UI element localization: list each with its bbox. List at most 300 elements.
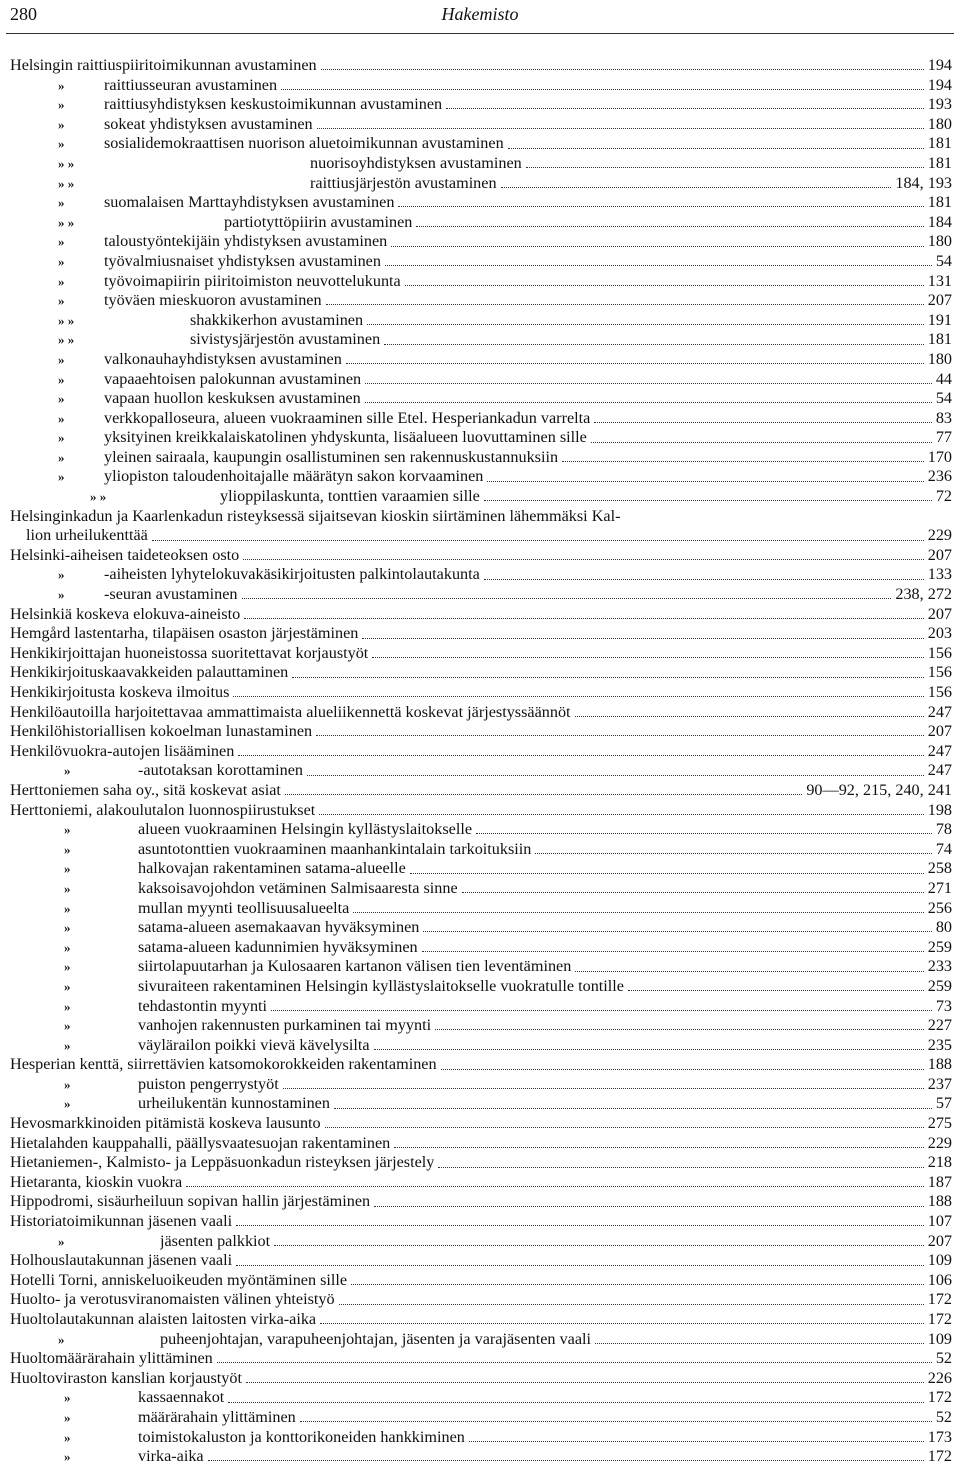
index-entry [10,409,952,429]
page-ref: 259 [927,937,952,956]
ditto-mark: » [58,97,65,113]
page-ref: 106 [927,1270,952,1289]
leader-dots [281,89,924,90]
entry-text: shakkikerhon avustaminen [190,310,364,329]
leader-dots [476,833,932,834]
leader-dots [423,931,931,932]
entry-text: Huoltolautakunnan alaisten laitosten virka-aika [10,1310,317,1328]
entry-text: jäsenten palkkiot [160,1231,271,1250]
entry-text: verkkopalloseura, alueen vuokraaminen sille Etel. Hesperiankadun varrelta [104,408,591,427]
entry-text: mullan myynti teollisuusalueelta [138,898,350,917]
entry-text: Hevosmarkkinoiden pitämistä koskeva lausunto [10,1114,321,1133]
index-entry [10,56,952,76]
ditto-mark: » [58,77,65,93]
leader-dots [384,344,924,345]
entry-text: Henkilövuokra-autojen lisääminen [10,741,235,760]
leader-dots [391,246,923,247]
leader-dots [526,167,924,168]
index-entry [10,487,952,507]
index-entry [10,428,952,448]
leader-dots [405,285,924,286]
entry-text: alueen vuokraaminen Helsingin kyllästyslaitokselle [138,820,473,839]
leader-dots [462,892,924,893]
leader-dots [435,1029,924,1030]
page-ref: 90—92, 215, 240, 241 [806,780,952,799]
leader-dots [410,873,924,874]
index-entry [10,781,952,801]
leader-dots [271,1010,932,1011]
page-ref: 83 [935,408,952,427]
page-ref: 173 [927,1427,952,1446]
entry-text: yksityinen kreikkalaiskatolinen yhdyskunta, lisäalueen luovuttaminen sille [104,428,587,447]
index-entry [10,801,952,821]
index-entry [10,311,952,331]
page-ref: 247 [927,702,952,721]
page-ref: 181 [927,193,952,212]
leader-dots [283,1088,924,1089]
index-entry [10,95,952,115]
ditto-mark: » [64,1449,71,1465]
index-entry [10,76,952,96]
leader-dots [326,304,924,305]
ditto-mark: » » [58,332,75,348]
page-ref: 207 [927,1231,952,1250]
entry-text: tehdastontin myynti [138,996,268,1015]
page-ref: 207 [927,604,952,623]
ditto-mark: » [64,1037,71,1053]
leader-dots [339,1304,924,1305]
entry-text: Hemgård lastentarha, tilapäisen osaston järjestäminen [10,624,359,643]
ditto-mark: » [58,253,65,269]
index-entry [10,957,952,977]
page-ref: 109 [927,1329,952,1348]
running-title: Hakemisto [441,4,519,24]
index-entry [10,997,952,1017]
entry-text: Henkilöhistoriallisen kokoelman lunastaminen [10,722,313,741]
leader-dots [325,1127,924,1128]
leader-dots [372,657,923,658]
leader-dots [441,1069,924,1070]
page-ref: 73 [935,996,952,1015]
leader-dots [246,1382,924,1383]
leader-dots [416,226,923,227]
page-ref: 229 [927,1133,952,1152]
leader-dots [316,735,924,736]
page-ref: 233 [927,957,952,976]
index-entry [10,899,952,919]
entry-text: raittiusseuran avustaminen [104,75,278,94]
ditto-mark: » [64,939,71,955]
entry-text: väylärailon poikki vievä kävelysilta [138,1035,370,1054]
index-entry [10,1271,952,1291]
page-ref: 78 [935,820,952,839]
index-entry [10,213,952,233]
leader-dots [398,206,923,207]
ditto-mark: » » [90,489,107,505]
index-entry [10,703,952,723]
leader-dots [292,677,923,678]
page-ref: 181 [927,330,952,349]
ditto-mark: » [64,978,71,994]
leader-dots [562,461,924,462]
leader-dots [238,755,923,756]
ditto-mark: » [64,822,71,838]
ditto-mark: » [64,1429,71,1445]
entry-text: sokeat yhdistyksen avustaminen [104,114,313,133]
entry-text: sivistysjärjestön avustaminen [190,330,381,349]
entry-text: vapaan huollon keskuksen avustaminen [104,389,361,408]
page-ref: 44 [935,369,952,388]
index-entry [10,1016,952,1036]
leader-dots [321,69,924,70]
ditto-mark: » [58,234,65,250]
index-entry [10,683,952,703]
page-ref: 184, 193 [895,173,952,192]
page-ref: 207 [927,291,952,310]
index-entry [10,507,952,527]
entry-text: raittiusyhdistyksen keskustoimikunnan avustaminen [104,95,443,114]
index-entry [10,1251,952,1271]
entry-text: urheilukentän kunnostaminen [138,1094,330,1113]
index-entry [10,370,952,390]
entry-text: Henkikirjoittajan huoneistossa suoritettavat korjaustyöt [10,643,369,662]
page-ref: 180 [927,349,952,368]
ditto-mark: » » [58,155,75,171]
entry-text: ylioppilaskunta, tonttien varaamien sille [220,487,480,506]
leader-dots [484,579,924,580]
page-ref: 172 [927,1388,952,1407]
ditto-mark: » [64,1018,71,1034]
ditto-mark: » [64,959,71,975]
page-ref: 131 [927,271,952,290]
leader-dots [244,618,924,619]
page-ref: 235 [927,1035,952,1054]
index-entry [10,546,952,566]
index-entry [10,272,952,292]
leader-dots [236,1225,924,1226]
entry-text: taloustyöntekijäin yhdistyksen avustaminen [104,232,388,251]
leader-dots [242,598,892,599]
page-ref: 238, 272 [895,585,952,604]
page-ref: 54 [935,251,952,270]
ditto-mark: » [58,469,65,485]
index-entry [10,938,952,958]
page-ref: 181 [927,153,952,172]
index-entry [10,918,952,938]
index-entry [10,1428,952,1448]
leader-dots [334,1108,932,1109]
leader-dots [595,1343,924,1344]
page-ref: 275 [927,1114,952,1133]
leader-dots [575,716,924,717]
leader-dots [152,540,924,541]
ditto-mark: » [64,861,71,877]
page-ref: 237 [927,1074,952,1093]
index-entry [10,1232,952,1252]
ditto-mark: » [64,1390,71,1406]
leader-dots [594,422,931,423]
index-entry [10,840,952,860]
entry-text: vanhojen rakennusten purkaminen tai myynti [138,1016,432,1035]
page-ref: 184 [927,212,952,231]
index-entry [10,722,952,742]
entry-text: työväen mieskuoron avustaminen [104,291,322,310]
entry-text: Huoltoviraston kanslian korjaustyöt [10,1368,242,1387]
page-ref: 109 [927,1251,952,1270]
page-ref: 156 [927,683,952,701]
index-entry [10,1094,952,1114]
leader-dots [217,1362,932,1363]
index-entry [10,330,952,350]
entry-text: Huoltomäärärahain ylittäminen [10,1349,213,1368]
index-entry [10,1290,952,1310]
ditto-mark: » [64,763,71,779]
ditto-mark: » [58,1331,65,1347]
index-entry [10,350,952,370]
leader-dots [351,1284,924,1285]
page-ref: 172 [927,1447,952,1466]
index-entry [10,1349,952,1369]
ditto-mark: » [64,920,71,936]
page-ref: 193 [927,95,952,114]
index-entry [10,193,952,213]
page-ref: 107 [927,1212,952,1231]
entry-text: -seuran avustaminen [104,585,238,604]
entry-text: Huolto- ja verotusviranomaisten välinen yhteistyö [10,1290,335,1309]
index-entry [10,1055,952,1075]
page-ref: 52 [935,1349,952,1368]
index-entry [10,467,952,487]
page-ref: 218 [927,1153,952,1172]
index-entry [10,585,952,605]
page-ref: 180 [927,232,952,251]
leader-dots [367,324,924,325]
leader-dots [285,794,802,795]
index-entries [10,56,952,1467]
entry-text: puheenjohtajan, varapuheenjohtajan, jäsenten ja varajäsenten vaali [160,1329,592,1348]
index-entry [10,448,952,468]
page-ref: 247 [927,741,952,760]
index-entry [10,1369,952,1389]
ditto-mark: » » [58,175,75,191]
leader-dots [362,638,923,639]
index-entry [10,1212,952,1232]
leader-dots [394,1147,923,1148]
entry-text: Herttoniemi, alakoulutalon luonnospiirustukset [10,800,316,819]
ditto-mark: » [64,841,71,857]
index-entry [10,1388,952,1408]
index-entry [10,1153,952,1173]
entry-text: raittiusjärjestön avustaminen [310,173,497,192]
leader-dots [317,128,924,129]
page-ref: 191 [927,310,952,329]
leader-dots [575,971,923,972]
ditto-mark: » [58,587,65,603]
entry-text: Hietaniemen-, Kalmisto- ja Leppäsuonkadun risteyksen järjestely [10,1153,435,1172]
ditto-mark: » [58,410,65,426]
page-ref: 156 [927,643,952,662]
page-ref: 188 [927,1192,952,1211]
page-ref: 194 [927,56,952,74]
index-entry [10,1330,952,1350]
entry-text: kassaennakot [138,1388,225,1407]
entry-text: Herttoniemen saha oy., sitä koskevat asiat [10,780,281,799]
leader-dots [365,402,932,403]
entry-text: satama-alueen asemakaavan hyväksyminen [138,918,420,937]
entry-text: asuntotonttien vuokraaminen maanhankintalain tarkoituksiin [138,839,532,858]
leader-dots [186,1186,924,1187]
index-entry [10,565,952,585]
index-entry [10,859,952,879]
ditto-mark: » [64,1409,71,1425]
page-ref: 156 [927,663,952,682]
page-number: 280 [10,4,37,24]
index-entry [10,232,952,252]
leader-dots [236,1265,924,1266]
page-ref: 247 [927,761,952,780]
ditto-mark: » [58,273,65,289]
index-entry [10,663,952,683]
entry-text: työvoimapiirin piiritoimiston neuvottelukunta [104,271,401,290]
entry-text: valkonauhayhdistyksen avustaminen [104,349,342,368]
page-ref: 187 [927,1172,952,1191]
ditto-mark: » [58,351,65,367]
entry-text: -autotaksan korottaminen [138,761,303,780]
ditto-mark: » [58,293,65,309]
index-entry [10,252,952,272]
page-ref: 256 [927,898,952,917]
index-entry [10,1192,952,1212]
page-ref: 236 [927,467,952,486]
entry-text: Hippodromi, sisäurheiluun sopivan hallin järjestäminen [10,1192,371,1211]
ditto-mark: » [58,430,65,446]
index-entry [10,820,952,840]
leader-dots [208,1460,924,1461]
page-ref: 133 [927,565,952,584]
entry-text: Henkikirjoituskaavakkeiden palauttaminen [10,663,289,682]
ditto-mark: » [58,136,65,152]
page-ref: 188 [927,1055,952,1074]
entry-text: Helsinkiä koskeva elokuva-aineisto [10,604,241,623]
ditto-mark: » [58,371,65,387]
leader-dots [487,481,923,482]
ditto-mark: » [64,880,71,896]
index-entry [10,879,952,899]
index-entry [10,134,952,154]
index-entry [10,742,952,762]
page-ref: 80 [935,918,952,937]
ditto-mark: » » [58,214,75,230]
entry-text: lion urheilukenttää [26,526,148,545]
leader-dots [385,265,932,266]
page-ref: 207 [927,722,952,741]
index-entry [10,977,952,997]
leader-dots [274,1245,924,1246]
page-ref: 259 [927,976,952,995]
entry-text: sosialidemokraattisen nuorison aluetoimikunnan avustaminen [104,134,504,153]
leader-dots [233,696,923,697]
leader-dots [469,1441,924,1442]
entry-text: Hotelli Torni, anniskeluoikeuden myöntäminen sille [10,1270,348,1289]
index-entry [10,174,952,194]
page-ref: 207 [927,545,952,564]
entry-text: Helsingin raittiuspiiritoimikunnan avustaminen [10,56,317,74]
page-ref: 172 [927,1310,952,1328]
leader-dots [446,108,924,109]
page-ref: 172 [927,1290,952,1309]
entry-text: Hesperian kenttä, siirrettävien katsomokorokkeiden rakentaminen [10,1055,437,1074]
ditto-mark: » [58,449,65,465]
page-ref: 57 [935,1094,952,1113]
index-entry [10,605,952,625]
leader-dots [501,187,892,188]
ditto-mark: » [58,116,65,132]
index-entry [10,526,952,546]
ditto-mark: » [64,1096,71,1112]
entry-text: Holhouslautakunnan jäsenen vaali [10,1251,233,1270]
entry-text: Hietaranta, kioskin vuokra [10,1172,183,1191]
entry-text: Henkikirjoitusta koskeva ilmoitus [10,683,230,701]
entry-text: virka-aika [138,1447,204,1466]
entry-text: yleinen sairaala, kaupungin osallistuminen sen rakennuskustannuksiin [104,447,559,466]
leader-dots [228,1402,923,1403]
leader-dots [508,148,924,149]
entry-text: partiotyttöpiirin avustaminen [224,212,413,231]
leader-dots [438,1167,923,1168]
leader-dots [320,1323,924,1324]
page-ref: 198 [927,800,952,819]
entry-text: puiston pengerrystyöt [138,1074,279,1093]
page-ref: 258 [927,859,952,878]
page-ref: 52 [935,1407,952,1426]
index-entry [10,1408,952,1428]
leader-dots [365,383,932,384]
entry-text: siirtolapuutarhan ja Kulosaaren kartanon välisen tien leventäminen [138,957,572,976]
leader-dots [353,912,923,913]
leader-dots [374,1206,924,1207]
index-entry [10,1310,952,1330]
leader-dots [628,990,924,991]
page-ref: 54 [935,389,952,408]
entry-text: työvalmiusnaiset yhdistyksen avustaminen [104,251,381,270]
leader-dots [591,442,932,443]
leader-dots [374,1049,924,1050]
page-ref: 77 [935,428,952,447]
page-ref: 170 [927,447,952,466]
page-ref: 74 [935,839,952,858]
ditto-mark: » [64,998,71,1014]
page-ref: 72 [935,487,952,506]
leader-dots [243,559,923,560]
page-header [0,0,960,32]
ditto-mark: » [64,900,71,916]
index-entry [10,761,952,781]
entry-text: satama-alueen kadunnimien hyväksyminen [138,937,418,956]
entry-text: Helsinki-aiheisen taideteoksen osto [10,545,240,564]
page-ref: 194 [927,75,952,94]
entry-text: halkovajan rakentaminen satama-alueelle [138,859,406,878]
index-entry [10,291,952,311]
index-entry [10,624,952,644]
index-entry [10,1075,952,1095]
page-ref: 227 [927,1016,952,1035]
entry-text: vapaaehtoisen palokunnan avustaminen [104,369,362,388]
entry-text: Henkilöautoilla harjoitettavaa ammattimaista alueliikennettä koskevat järjestyssäännöt [10,702,571,721]
index-entry [10,1447,952,1467]
ditto-mark: » [64,1076,71,1092]
leader-dots [422,951,924,952]
page-ref: 203 [927,624,952,643]
